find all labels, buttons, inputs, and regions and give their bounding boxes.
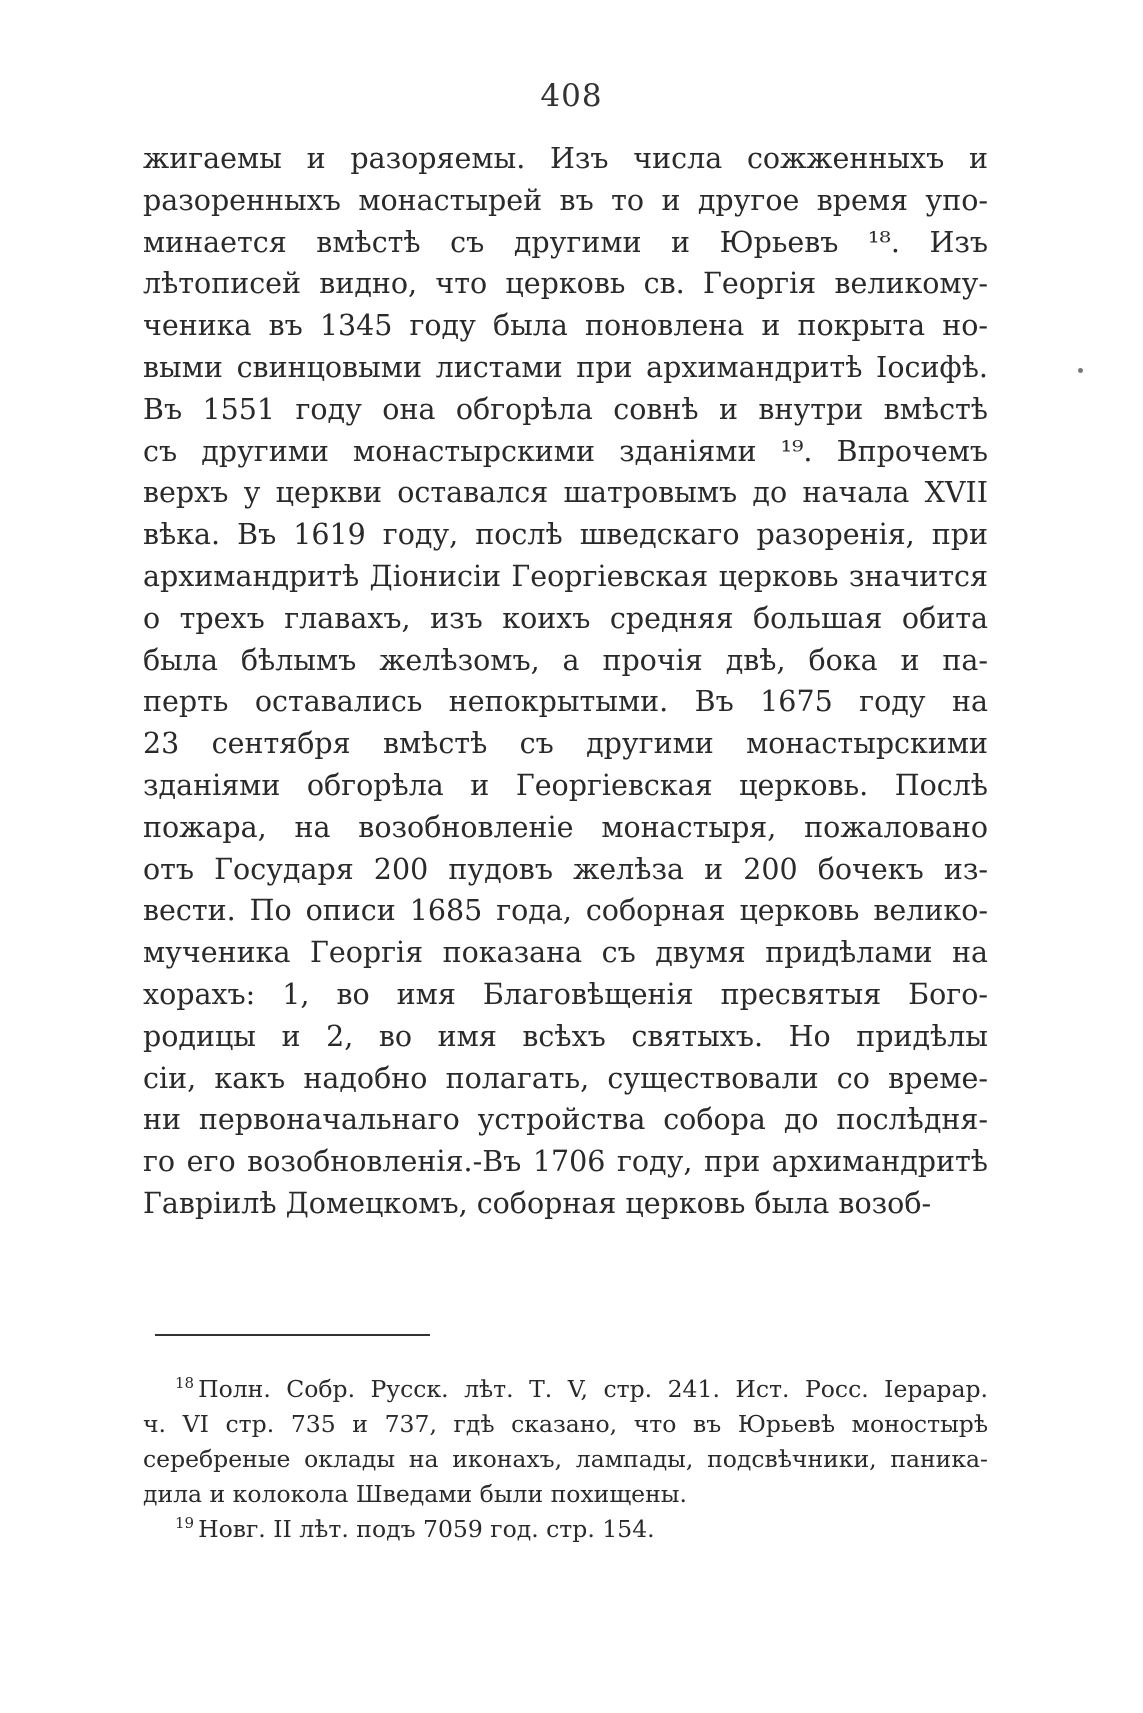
text-line: жигаемы и разоряемы. Изъ числа сожженныхъ и: [143, 142, 988, 175]
footnote-text: Полн. Собр. Русск. лѣт. Т. V, стр. 241. Ист. Росс. Іерарар.: [198, 1375, 988, 1403]
main-text-block: [143, 138, 988, 1225]
text-line: верхъ у церкви оставался шатровымъ до начала XVII: [143, 476, 988, 510]
footnote-line: серебреные оклады на иконахъ, лампады, подсвѣчники, паника-: [143, 1445, 988, 1473]
text-line: мученика Георгія показана съ двумя придѣлами на: [143, 936, 988, 970]
page-number: 408: [540, 78, 603, 114]
footnotes-block: [143, 1372, 988, 1547]
ink-speck: [1078, 368, 1083, 373]
text-line: ченика въ 1345 году была поновлена и покрыта но-: [143, 309, 988, 343]
footnote-marker: 19: [175, 1514, 195, 1533]
footnote-text: Новг. II лѣт. подъ 7059 год. стр. 154.: [198, 1515, 655, 1543]
text-line: минается вмѣстѣ съ другими и Юрьевъ ¹⁸. Изъ: [143, 225, 988, 259]
text-line: ни первоначальнаго устройства собора до послѣдня-: [143, 1103, 988, 1137]
footnote-18: [143, 1372, 988, 1407]
text-line: съ другими монастырскими зданіями ¹⁹. Впрочемъ: [143, 434, 988, 468]
text-line: архимандритѣ Діонисіи Георгіевская церковь значится: [143, 559, 988, 593]
footnote-19: [143, 1512, 988, 1547]
text-line: перть оставались непокрытыми. Въ 1675 году на: [143, 685, 988, 719]
text-line: выми свинцовыми листами при архимандритѣ Іосифѣ.: [143, 350, 988, 384]
footnote-marker: 18: [175, 1374, 195, 1393]
text-line: вести. По описи 1685 года, соборная церковь велико-: [143, 894, 988, 928]
text-line: го его возобновленія.-Въ 1706 году, при архимандритѣ: [143, 1145, 988, 1179]
text-line: разоренныхъ монастырей въ то и другое время упо-: [143, 183, 988, 217]
footnote-line: дила и колокола Шведами были похищены.: [143, 1480, 687, 1508]
text-line: Гавріилѣ Домецкомъ, соборная церковь была возоб-: [143, 1186, 932, 1220]
footnote-divider: [155, 1334, 430, 1336]
text-line: вѣка. Въ 1619 году, послѣ шведскаго разоренія, при: [143, 518, 988, 552]
text-line: родицы и 2, во имя всѣхъ святыхъ. Но придѣлы: [143, 1019, 988, 1053]
text-line: о трехъ главахъ, изъ коихъ средняя большая обита: [143, 601, 988, 635]
text-line: пожара, на возобновленіе монастыря, пожаловано: [143, 810, 988, 844]
footnote-line: ч. VI стр. 735 и 737, гдѣ сказано, что въ Юрьевѣ моностырѣ: [143, 1410, 988, 1438]
text-line: Въ 1551 году она обгорѣла совнѣ и внутри вмѣстѣ: [143, 392, 988, 426]
text-line: 23 сентября вмѣстѣ съ другими монастырскими: [143, 727, 988, 761]
text-line: отъ Государя 200 пудовъ желѣза и 200 бочекъ из-: [143, 852, 988, 886]
text-line: хорахъ: 1, во имя Благовѣщенія пресвятыя Бого-: [143, 977, 988, 1011]
text-line: сіи, какъ надобно полагать, существовали со време-: [143, 1061, 988, 1095]
text-line: лѣтописей видно, что церковь св. Георгія великому-: [143, 267, 988, 301]
text-line: зданіями обгорѣла и Георгіевская церковь. Послѣ: [143, 768, 988, 802]
text-line: была бѣлымъ желѣзомъ, а прочія двѣ, бока и па-: [143, 643, 988, 677]
